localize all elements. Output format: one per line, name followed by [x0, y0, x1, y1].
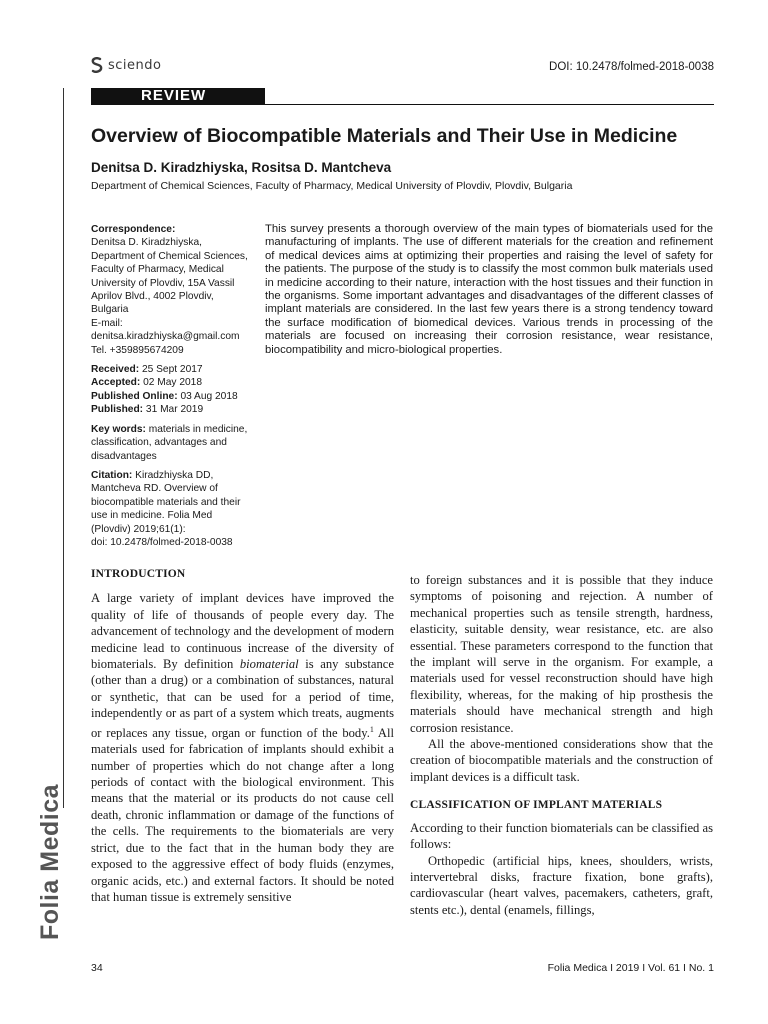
keywords-block: [91, 423, 253, 463]
abstract: This survey presents a thorough overview of the main types of biomaterials used for the manufacturing of implants. The use of different materials for the creation and refinement of medical devices aims at optimizing their properties and raising the level of safety for the patients. The purpose of the study is to classify the most common bulk materials used in medicine according to their nature, interaction with the host tissues and their function in the organisms. Some important advantages and disadvantages of the different classes of implant materials are considered. In the last few years there is a strong tendency toward the surface modification of biomedical devices. Various trends in processing of the materials are focused on increasing their corrosion resistance, wear resistance, biocompatibility and micro-biological properties.: [265, 223, 713, 356]
body-column-right: [410, 572, 713, 918]
keywords-label: Key words:: [91, 423, 146, 435]
classification-heading: CLASSIFICATION OF IMPLANT MATERIALS: [410, 799, 663, 812]
body-column-left: [91, 566, 394, 905]
published-date: 31 Mar 2019: [143, 404, 204, 416]
keywords: materials in medicine, classification, advantages and disadvantages: [91, 423, 248, 462]
journal-footer: Folia Medica I 2019 I Vol. 61 I No. 1: [547, 962, 714, 974]
intro-text-1: A large variety of implant devices have improved the quality of life of thousands of people every day. The advancement of technology and the development of modern medicine lead to continuous increase of the diversity of biomaterials. By definition: [91, 591, 394, 672]
correspondence-text: Denitsa D. Kiradzhiyska, Department of Chemical Sciences, Faculty of Pharmacy, Medical University of Plovdiv, 15A Vassil Aprilov Blvd., 4002 Plovdiv, Bulgaria: [91, 237, 248, 316]
article-affiliation: Department of Chemical Sciences, Faculty of Pharmacy, Medical University of Plovdiv, Plovdiv, Bulgaria: [91, 180, 573, 192]
online-date: 03 Aug 2018: [177, 390, 238, 402]
publisher-logo: [91, 57, 161, 73]
section-label: REVIEW: [141, 87, 207, 104]
article-authors: Denitsa D. Kiradzhiyska, Rositsa D. Mantcheva: [91, 160, 392, 175]
classification-paragraph-2: Orthopedic (artificial hips, knees, shoulders, wrists, intervertebral disks, fracture fixation, bone grafts), cardiovascular (heart valves, pacemakers, catheters, graft, stents etc.), dental (enamels, fillings,: [410, 853, 713, 917]
biomaterial-term: biomaterial: [239, 657, 299, 672]
accepted-date: 02 May 2018: [140, 377, 202, 389]
journal-vertical-title: Folia Medica: [36, 783, 64, 940]
accepted-label: Accepted:: [91, 377, 141, 389]
dates-block: [91, 363, 253, 417]
received-label: Received:: [91, 364, 140, 376]
correspondence-block: [91, 223, 253, 357]
article-title: Overview of Biocompatible Materials and Their Use in Medicine: [91, 125, 678, 147]
citation-label: Citation:: [91, 469, 133, 481]
citation-text: Kiradzhiyska DD, Mantcheva RD. Overview of biocompatible materials and their use in medicine. Folia Med (Plovdiv) 2019;61(1):: [91, 469, 241, 535]
reference-1[interactable]: 1: [369, 724, 374, 734]
classification-paragraph-1: According to their function biomaterials can be classified as follows:: [410, 820, 713, 852]
col2-paragraph-1: to foreign substances and it is possible that they induce symptoms of poisoning and rejection. A number of mechanical properties such as tensile strength, hardness, elasticity, suitable density, wear resistance, etc. are also essential. These parameters correspond to the function that the implant will serve in the organism. For example, a materials used for vessel reconstruction should have high flexibility, whereas, for the making of hip prosthesis the materials should have mechanical strength and high corrosion resistance.: [410, 573, 713, 735]
col2-paragraph-2: All the above-mentioned considerations show that the creation of biocompatible materials and the construction of implant devices is a difficult task.: [410, 737, 713, 784]
telephone: Tel. +359895674209: [91, 344, 184, 356]
intro-text-2: is any substance (other than a drug) or a combination of substances, natural or synthetic, that can be used for a period of time, independently or as part of a system which treats, augments or replaces any tissue, organ or function of the body.: [91, 657, 394, 740]
published-label: Published:: [91, 404, 144, 416]
margin-rule: [63, 88, 64, 808]
intro-heading: INTRODUCTION: [91, 568, 186, 580]
section-banner: [91, 88, 265, 105]
email[interactable]: E-mail: denitsa.kiradzhiyska@gmail.com: [91, 317, 240, 343]
citation-doi[interactable]: doi: 10.2478/folmed-2018-0038: [91, 536, 233, 548]
section-rule: [265, 104, 714, 105]
sciendo-logo-icon: [91, 57, 103, 73]
received-date: 25 Sept 2017: [139, 364, 203, 376]
doi-header[interactable]: DOI: 10.2478/folmed-2018-0038: [549, 61, 714, 73]
publisher-name: sciendo: [108, 57, 162, 73]
online-label: Published Online:: [91, 390, 178, 402]
intro-paragraph: [91, 590, 394, 905]
correspondence-label: Correspondence:: [91, 224, 176, 235]
article-metadata: [91, 223, 253, 555]
citation-block: [91, 469, 253, 549]
intro-text-3: All materials used for fabrication of implants should exhibit a number of properties which do not change after a long periods of contact with the biological environment. This means that the material or its products do not cause cell death, chronic inflammation or damage of the functions of the cells. The requirements to the biomaterials are very strict, due to the fact that in the human body they are exposed to the aggressive effect of body fluids (enzymes, organic acids, etc.) and external factors. It should be noted that human tissue is extremely sensitive: [91, 725, 394, 904]
page-number: 34: [91, 962, 103, 974]
